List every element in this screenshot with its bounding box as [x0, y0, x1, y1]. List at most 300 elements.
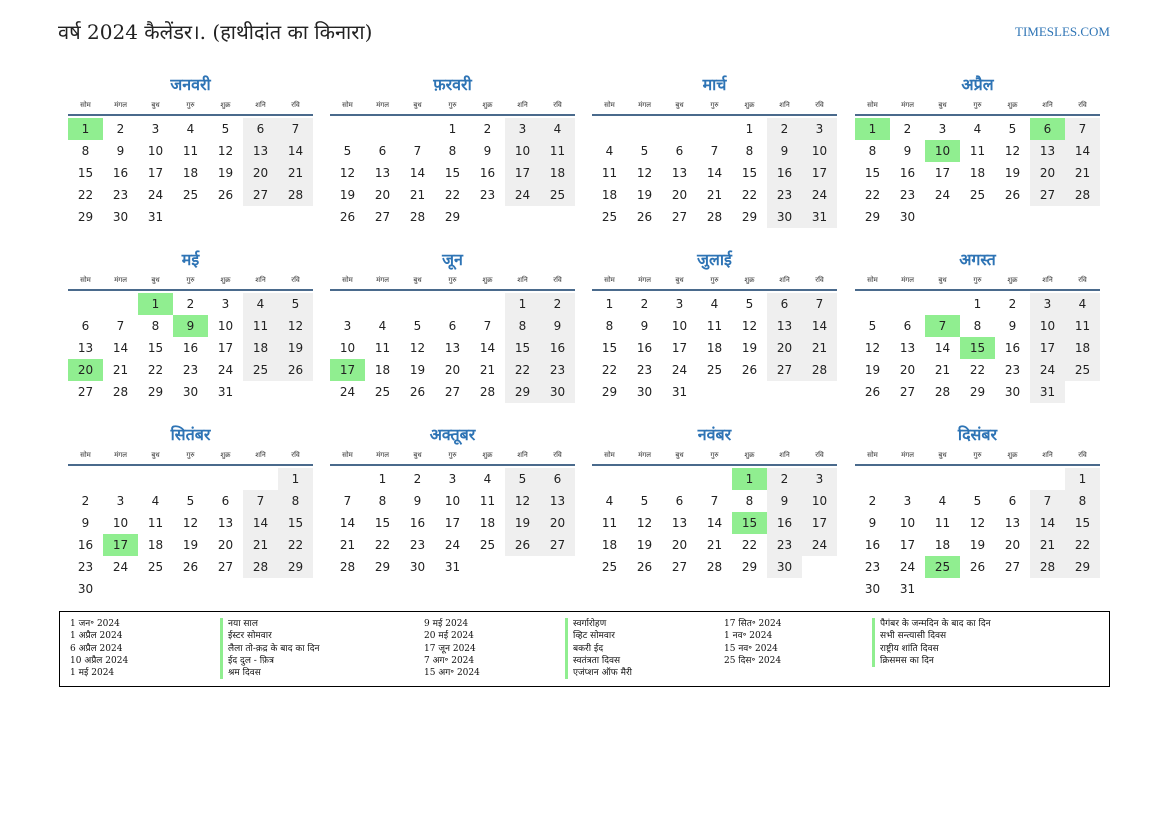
day-cell[interactable]: 10	[217, 319, 234, 333]
day-cell[interactable]: 23	[864, 560, 881, 574]
day-cell[interactable]: 18	[374, 363, 391, 377]
day-cell[interactable]: 13	[540, 490, 575, 512]
day-cell[interactable]: 18	[147, 538, 164, 552]
day-cell[interactable]: 28	[802, 359, 837, 381]
day-cell[interactable]: 7	[802, 293, 837, 315]
day-cell[interactable]: 27	[77, 385, 94, 399]
day-cell[interactable]: 15	[374, 516, 391, 530]
day-cell[interactable]: 31	[671, 385, 688, 399]
day-cell[interactable]: 5	[278, 293, 313, 315]
day-cell[interactable]: 26	[636, 210, 653, 224]
day-cell[interactable]: 28	[409, 210, 426, 224]
day-cell[interactable]: 10	[671, 319, 688, 333]
day-cell[interactable]: 21	[1030, 534, 1065, 556]
day-cell[interactable]: 15	[1065, 512, 1100, 534]
day-cell[interactable]: 14	[706, 166, 723, 180]
day-cell[interactable]: 4	[605, 494, 614, 508]
day-cell[interactable]: 7	[1065, 118, 1100, 140]
day-cell[interactable]: 19	[864, 363, 881, 377]
day-cell[interactable]: 28	[278, 184, 313, 206]
day-cell[interactable]: 4	[378, 319, 387, 333]
day-cell[interactable]: 15	[77, 166, 94, 180]
day-cell[interactable]: 31	[217, 385, 234, 399]
day-cell[interactable]: 29	[147, 385, 164, 399]
day-cell[interactable]: 14	[1065, 140, 1100, 162]
day-cell[interactable]: 21	[339, 538, 356, 552]
day-cell[interactable]: 21	[479, 363, 496, 377]
day-cell[interactable]: 27	[374, 210, 391, 224]
day-cell[interactable]: 24	[1030, 359, 1065, 381]
day-cell[interactable]: 16	[479, 166, 496, 180]
day-cell[interactable]: 3	[675, 297, 684, 311]
day-cell[interactable]: 23	[77, 560, 94, 574]
day-cell[interactable]: 1	[1065, 468, 1100, 490]
day-cell[interactable]: 13	[1004, 516, 1021, 530]
day-cell[interactable]: 16	[112, 166, 129, 180]
day-cell[interactable]: 12	[636, 516, 653, 530]
day-cell[interactable]: 28	[339, 560, 356, 574]
day-cell[interactable]: 18	[243, 337, 278, 359]
day-cell[interactable]: 17	[802, 512, 837, 534]
day-cell[interactable]: 8	[151, 319, 160, 333]
day-cell[interactable]: 12	[741, 319, 758, 333]
day-cell[interactable]: 13	[444, 341, 461, 355]
day-cell[interactable]: 14	[934, 341, 951, 355]
holiday-day-cell[interactable]: 6	[1030, 118, 1065, 140]
day-cell[interactable]: 15	[278, 512, 313, 534]
day-cell[interactable]: 9	[413, 494, 422, 508]
day-cell[interactable]: 4	[151, 494, 160, 508]
day-cell[interactable]: 11	[182, 144, 199, 158]
day-cell[interactable]: 27	[243, 184, 278, 206]
day-cell[interactable]: 6	[221, 494, 230, 508]
day-cell[interactable]: 2	[767, 118, 802, 140]
day-cell[interactable]: 10	[899, 516, 916, 530]
day-cell[interactable]: 26	[636, 560, 653, 574]
day-cell[interactable]: 11	[1065, 315, 1100, 337]
day-cell[interactable]: 13	[899, 341, 916, 355]
day-cell[interactable]: 24	[802, 534, 837, 556]
day-cell[interactable]: 25	[540, 184, 575, 206]
day-cell[interactable]: 25	[706, 363, 723, 377]
day-cell[interactable]: 18	[182, 166, 199, 180]
day-cell[interactable]: 12	[339, 166, 356, 180]
day-cell[interactable]: 25	[147, 560, 164, 574]
holiday-day-cell[interactable]: 1	[732, 468, 767, 490]
day-cell[interactable]: 10	[1030, 315, 1065, 337]
day-cell[interactable]: 25	[601, 210, 618, 224]
day-cell[interactable]: 4	[540, 118, 575, 140]
day-cell[interactable]: 2	[868, 494, 877, 508]
day-cell[interactable]: 30	[409, 560, 426, 574]
day-cell[interactable]: 14	[1030, 512, 1065, 534]
day-cell[interactable]: 11	[374, 341, 391, 355]
day-cell[interactable]: 27	[217, 560, 234, 574]
day-cell[interactable]: 31	[899, 582, 916, 596]
day-cell[interactable]: 26	[969, 560, 986, 574]
day-cell[interactable]: 18	[601, 538, 618, 552]
day-cell[interactable]: 16	[182, 341, 199, 355]
day-cell[interactable]: 4	[605, 144, 614, 158]
day-cell[interactable]: 14	[479, 341, 496, 355]
day-cell[interactable]: 14	[802, 315, 837, 337]
day-cell[interactable]: 19	[636, 538, 653, 552]
day-cell[interactable]: 14	[278, 140, 313, 162]
day-cell[interactable]: 7	[116, 319, 125, 333]
day-cell[interactable]: 14	[243, 512, 278, 534]
day-cell[interactable]: 18	[540, 162, 575, 184]
day-cell[interactable]: 5	[640, 494, 649, 508]
day-cell[interactable]: 13	[671, 516, 688, 530]
day-cell[interactable]: 4	[483, 472, 492, 486]
day-cell[interactable]: 3	[903, 494, 912, 508]
day-cell[interactable]: 12	[636, 166, 653, 180]
day-cell[interactable]: 27	[767, 359, 802, 381]
day-cell[interactable]: 20	[374, 188, 391, 202]
day-cell[interactable]: 1	[378, 472, 387, 486]
day-cell[interactable]: 15	[741, 166, 758, 180]
day-cell[interactable]: 21	[112, 363, 129, 377]
day-cell[interactable]: 17	[505, 162, 540, 184]
day-cell[interactable]: 19	[182, 538, 199, 552]
day-cell[interactable]: 24	[339, 385, 356, 399]
day-cell[interactable]: 15	[864, 166, 881, 180]
day-cell[interactable]: 1	[505, 293, 540, 315]
day-cell[interactable]: 6	[675, 144, 684, 158]
day-cell[interactable]: 11	[479, 494, 496, 508]
day-cell[interactable]: 30	[899, 210, 916, 224]
day-cell[interactable]: 4	[938, 494, 947, 508]
day-cell[interactable]: 5	[343, 144, 352, 158]
holiday-day-cell[interactable]: 15	[732, 512, 767, 534]
day-cell[interactable]: 17	[217, 341, 234, 355]
day-cell[interactable]: 19	[969, 538, 986, 552]
day-cell[interactable]: 3	[505, 118, 540, 140]
day-cell[interactable]: 7	[343, 494, 352, 508]
day-cell[interactable]: 24	[899, 560, 916, 574]
day-cell[interactable]: 11	[934, 516, 951, 530]
day-cell[interactable]: 26	[864, 385, 881, 399]
day-cell[interactable]: 11	[706, 319, 723, 333]
day-cell[interactable]: 7	[483, 319, 492, 333]
day-cell[interactable]: 3	[151, 122, 160, 136]
day-cell[interactable]: 20	[243, 162, 278, 184]
day-cell[interactable]: 18	[479, 516, 496, 530]
day-cell[interactable]: 14	[112, 341, 129, 355]
day-cell[interactable]: 25	[601, 560, 618, 574]
day-cell[interactable]: 16	[636, 341, 653, 355]
day-cell[interactable]: 2	[540, 293, 575, 315]
holiday-day-cell[interactable]: 1	[855, 118, 890, 140]
day-cell[interactable]: 22	[864, 188, 881, 202]
day-cell[interactable]: 23	[540, 359, 575, 381]
day-cell[interactable]: 1	[605, 297, 614, 311]
day-cell[interactable]: 11	[601, 166, 618, 180]
day-cell[interactable]: 25	[479, 538, 496, 552]
site-link[interactable]: TIMESLES.COM	[1015, 24, 1110, 39]
day-cell[interactable]: 10	[505, 140, 540, 162]
day-cell[interactable]: 21	[1065, 162, 1100, 184]
day-cell[interactable]: 5	[640, 144, 649, 158]
day-cell[interactable]: 2	[116, 122, 125, 136]
day-cell[interactable]: 30	[1004, 385, 1021, 399]
day-cell[interactable]: 16	[409, 516, 426, 530]
day-cell[interactable]: 24	[505, 184, 540, 206]
day-cell[interactable]: 8	[81, 144, 90, 158]
day-cell[interactable]: 12	[217, 144, 234, 158]
day-cell[interactable]: 25	[243, 359, 278, 381]
day-cell[interactable]: 20	[767, 337, 802, 359]
day-cell[interactable]: 26	[217, 188, 234, 202]
day-cell[interactable]: 8	[745, 144, 754, 158]
day-cell[interactable]: 4	[710, 297, 719, 311]
day-cell[interactable]: 12	[182, 516, 199, 530]
day-cell[interactable]: 26	[1004, 188, 1021, 202]
day-cell[interactable]: 8	[868, 144, 877, 158]
day-cell[interactable]: 7	[243, 490, 278, 512]
holiday-day-cell[interactable]: 17	[103, 534, 138, 556]
day-cell[interactable]: 17	[899, 538, 916, 552]
day-cell[interactable]: 14	[706, 516, 723, 530]
day-cell[interactable]: 30	[636, 385, 653, 399]
holiday-day-cell[interactable]: 20	[68, 359, 103, 381]
day-cell[interactable]: 28	[706, 210, 723, 224]
day-cell[interactable]: 23	[409, 538, 426, 552]
day-cell[interactable]: 23	[899, 188, 916, 202]
day-cell[interactable]: 7	[413, 144, 422, 158]
day-cell[interactable]: 30	[112, 210, 129, 224]
day-cell[interactable]: 13	[767, 315, 802, 337]
holiday-day-cell[interactable]: 7	[925, 315, 960, 337]
day-cell[interactable]: 11	[540, 140, 575, 162]
day-cell[interactable]: 1	[278, 468, 313, 490]
day-cell[interactable]: 29	[1065, 556, 1100, 578]
day-cell[interactable]: 22	[444, 188, 461, 202]
day-cell[interactable]: 6	[81, 319, 90, 333]
day-cell[interactable]: 29	[374, 560, 391, 574]
day-cell[interactable]: 7	[710, 494, 719, 508]
day-cell[interactable]: 16	[864, 538, 881, 552]
day-cell[interactable]: 9	[868, 516, 877, 530]
holiday-day-cell[interactable]: 15	[960, 337, 995, 359]
day-cell[interactable]: 22	[77, 188, 94, 202]
day-cell[interactable]: 23	[636, 363, 653, 377]
day-cell[interactable]: 14	[409, 166, 426, 180]
day-cell[interactable]: 7	[1030, 490, 1065, 512]
day-cell[interactable]: 12	[278, 315, 313, 337]
day-cell[interactable]: 10	[112, 516, 129, 530]
day-cell[interactable]: 24	[802, 184, 837, 206]
day-cell[interactable]: 9	[767, 490, 802, 512]
day-cell[interactable]: 5	[221, 122, 230, 136]
day-cell[interactable]: 2	[640, 297, 649, 311]
day-cell[interactable]: 27	[1030, 184, 1065, 206]
day-cell[interactable]: 5	[186, 494, 195, 508]
day-cell[interactable]: 12	[969, 516, 986, 530]
day-cell[interactable]: 2	[483, 122, 492, 136]
day-cell[interactable]: 7	[278, 118, 313, 140]
day-cell[interactable]: 31	[444, 560, 461, 574]
day-cell[interactable]: 20	[1030, 162, 1065, 184]
day-cell[interactable]: 9	[1008, 319, 1017, 333]
day-cell[interactable]: 12	[505, 490, 540, 512]
day-cell[interactable]: 26	[741, 363, 758, 377]
day-cell[interactable]: 8	[278, 490, 313, 512]
day-cell[interactable]: 17	[671, 341, 688, 355]
day-cell[interactable]: 2	[903, 122, 912, 136]
day-cell[interactable]: 5	[973, 494, 982, 508]
day-cell[interactable]: 2	[1008, 297, 1017, 311]
day-cell[interactable]: 16	[1004, 341, 1021, 355]
day-cell[interactable]: 12	[1004, 144, 1021, 158]
day-cell[interactable]: 20	[1004, 538, 1021, 552]
day-cell[interactable]: 28	[934, 385, 951, 399]
day-cell[interactable]: 25	[969, 188, 986, 202]
day-cell[interactable]: 25	[374, 385, 391, 399]
day-cell[interactable]: 22	[741, 188, 758, 202]
day-cell[interactable]: 8	[973, 319, 982, 333]
day-cell[interactable]: 26	[505, 534, 540, 556]
day-cell[interactable]: 18	[969, 166, 986, 180]
day-cell[interactable]: 29	[444, 210, 461, 224]
day-cell[interactable]: 3	[221, 297, 230, 311]
day-cell[interactable]: 22	[1065, 534, 1100, 556]
day-cell[interactable]: 28	[243, 556, 278, 578]
day-cell[interactable]: 29	[601, 385, 618, 399]
day-cell[interactable]: 30	[77, 582, 94, 596]
day-cell[interactable]: 16	[540, 337, 575, 359]
day-cell[interactable]: 7	[710, 144, 719, 158]
day-cell[interactable]: 9	[81, 516, 90, 530]
day-cell[interactable]: 9	[540, 315, 575, 337]
day-cell[interactable]: 15	[505, 337, 540, 359]
day-cell[interactable]: 3	[448, 472, 457, 486]
day-cell[interactable]: 17	[1030, 337, 1065, 359]
day-cell[interactable]: 29	[864, 210, 881, 224]
day-cell[interactable]: 22	[601, 363, 618, 377]
day-cell[interactable]: 11	[601, 516, 618, 530]
day-cell[interactable]: 24	[147, 188, 164, 202]
day-cell[interactable]: 1	[973, 297, 982, 311]
day-cell[interactable]: 17	[444, 516, 461, 530]
day-cell[interactable]: 24	[112, 560, 129, 574]
day-cell[interactable]: 16	[899, 166, 916, 180]
day-cell[interactable]: 13	[1030, 140, 1065, 162]
day-cell[interactable]: 12	[864, 341, 881, 355]
day-cell[interactable]: 29	[969, 385, 986, 399]
day-cell[interactable]: 19	[217, 166, 234, 180]
day-cell[interactable]: 30	[767, 206, 802, 228]
holiday-day-cell[interactable]: 17	[330, 359, 365, 381]
day-cell[interactable]: 6	[903, 319, 912, 333]
day-cell[interactable]: 1	[745, 122, 754, 136]
day-cell[interactable]: 24	[444, 538, 461, 552]
day-cell[interactable]: 18	[1065, 337, 1100, 359]
day-cell[interactable]: 31	[147, 210, 164, 224]
day-cell[interactable]: 4	[186, 122, 195, 136]
day-cell[interactable]: 26	[182, 560, 199, 574]
day-cell[interactable]: 2	[81, 494, 90, 508]
day-cell[interactable]: 28	[1065, 184, 1100, 206]
day-cell[interactable]: 9	[903, 144, 912, 158]
day-cell[interactable]: 8	[448, 144, 457, 158]
day-cell[interactable]: 4	[973, 122, 982, 136]
day-cell[interactable]: 5	[505, 468, 540, 490]
day-cell[interactable]: 20	[899, 363, 916, 377]
day-cell[interactable]: 19	[409, 363, 426, 377]
day-cell[interactable]: 26	[339, 210, 356, 224]
day-cell[interactable]: 20	[444, 363, 461, 377]
day-cell[interactable]: 22	[374, 538, 391, 552]
day-cell[interactable]: 9	[483, 144, 492, 158]
day-cell[interactable]: 23	[767, 534, 802, 556]
day-cell[interactable]: 19	[278, 337, 313, 359]
day-cell[interactable]: 16	[767, 512, 802, 534]
day-cell[interactable]: 24	[934, 188, 951, 202]
day-cell[interactable]: 16	[767, 162, 802, 184]
day-cell[interactable]: 17	[147, 166, 164, 180]
day-cell[interactable]: 14	[339, 516, 356, 530]
day-cell[interactable]: 12	[409, 341, 426, 355]
day-cell[interactable]: 19	[505, 512, 540, 534]
day-cell[interactable]: 6	[675, 494, 684, 508]
day-cell[interactable]: 6	[767, 293, 802, 315]
day-cell[interactable]: 30	[182, 385, 199, 399]
day-cell[interactable]: 8	[1065, 490, 1100, 512]
day-cell[interactable]: 6	[243, 118, 278, 140]
day-cell[interactable]: 27	[444, 385, 461, 399]
day-cell[interactable]: 27	[671, 210, 688, 224]
day-cell[interactable]: 6	[1008, 494, 1017, 508]
day-cell[interactable]: 15	[444, 166, 461, 180]
day-cell[interactable]: 24	[671, 363, 688, 377]
day-cell[interactable]: 25	[182, 188, 199, 202]
day-cell[interactable]: 10	[802, 490, 837, 512]
day-cell[interactable]: 10	[802, 140, 837, 162]
day-cell[interactable]: 29	[278, 556, 313, 578]
day-cell[interactable]: 18	[706, 341, 723, 355]
day-cell[interactable]: 3	[802, 118, 837, 140]
day-cell[interactable]: 13	[374, 166, 391, 180]
day-cell[interactable]: 13	[77, 341, 94, 355]
day-cell[interactable]: 9	[767, 140, 802, 162]
day-cell[interactable]: 23	[1004, 363, 1021, 377]
day-cell[interactable]: 11	[243, 315, 278, 337]
day-cell[interactable]: 22	[505, 359, 540, 381]
day-cell[interactable]: 26	[409, 385, 426, 399]
day-cell[interactable]: 3	[1030, 293, 1065, 315]
day-cell[interactable]: 23	[182, 363, 199, 377]
day-cell[interactable]: 2	[767, 468, 802, 490]
holiday-day-cell[interactable]: 9	[173, 315, 208, 337]
day-cell[interactable]: 10	[339, 341, 356, 355]
day-cell[interactable]: 29	[741, 210, 758, 224]
day-cell[interactable]: 19	[741, 341, 758, 355]
day-cell[interactable]: 16	[77, 538, 94, 552]
day-cell[interactable]: 28	[112, 385, 129, 399]
day-cell[interactable]: 27	[1004, 560, 1021, 574]
day-cell[interactable]: 8	[378, 494, 387, 508]
day-cell[interactable]: 31	[802, 206, 837, 228]
day-cell[interactable]: 2	[186, 297, 195, 311]
day-cell[interactable]: 28	[1030, 556, 1065, 578]
day-cell[interactable]: 31	[1030, 381, 1065, 403]
day-cell[interactable]: 6	[540, 468, 575, 490]
day-cell[interactable]: 23	[112, 188, 129, 202]
day-cell[interactable]: 18	[601, 188, 618, 202]
day-cell[interactable]: 21	[934, 363, 951, 377]
day-cell[interactable]: 13	[243, 140, 278, 162]
